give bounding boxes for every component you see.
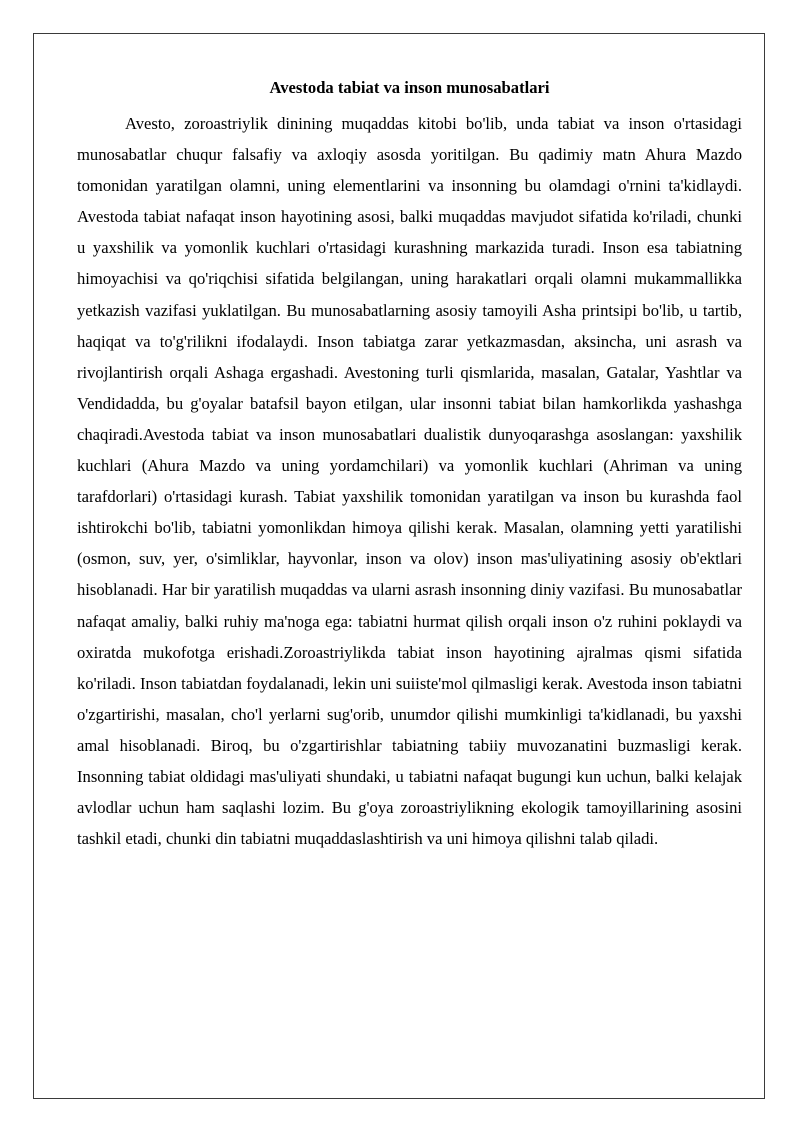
document-title: Avestoda tabiat va inson munosabatlari — [269, 78, 550, 97]
body-paragraph: Avesto, zoroastriylik dinining muqaddas kitobi bo'lib, unda tabiat va inson o'rtasidagi munosabatlar chuqur falsafiy va axloqiy asosda yoritilgan. Bu qadimiy matn Ahura Mazdo tomonidan yaratilgan olamni, uning elementlarini va insonning bu olamdagi o'rnini ta'kidlaydi. Avestoda tabiat nafaqat inson hayotining asosi, balki muqaddas mavjudot sifatida ko'riladi, chunki u yaxshilik va yomonlik kuchlari o'rtasidagi kurashning markazida turadi. Inson esa tabiatning himoyachisi va qo'riqchisi sifatida belgilangan, uning harakatlari orqali olamni mukammallikka yetkazish vazifasi yuklatilgan. Bu munosabatlarning asosiy tamoyili Asha printsipi bo'lib, u tartib, haqiqat va to'g'rilikni ifodalaydi. Inson tabiatga zarar yetkazmasdan, aksincha, uni asrash va rivojlantirish orqali Ashaga ergashadi. Avestoning turli qismlarida, masalan, Gatalar, Yashtlar va Vendidadda, bu g'oyalar batafsil bayon etilgan, ular insonni tabiat bilan hamkorlikda yashashga chaqiradi.Avestoda tabiat va inson munosabatlari dualistik dunyoqarashga asoslangan: yaxshilik kuchlari (Ahura Mazdo va uning yordamchilari) va yomonlik kuchlari (Ahriman va uning tarafdorlari) o'rtasidagi kurash. Tabiat yaxshilik tomonidan yaratilgan va inson bu kurashda faol ishtirokchi bo'lib, tabiatni yomonlikdan himoya qilishi kerak. Masalan, olamning yetti yaratilishi (osmon, suv, yer, o'simliklar, hayvonlar, inson va olov) inson mas'uliyatining asosiy ob'ektlari hisoblanadi. Har bir yaratilish muqaddas va ularni asrash insonning diniy vazifasi. Bu munosabatlar nafaqat amaliy, balki ruhiy ma'noga ega: tabiatni hurmat qilish orqali inson o'z ruhini poklaydi va oxiratda mukofotga erishadi.Zoroastriylikda tabiat inson hayotining ajralmas qismi sifatida ko'riladi. Inson tabiatdan foydalanadi, lekin uni suiiste'mol qilmasligi kerak. Avestoda inson tabiatni o'zgartirishi, masalan, cho'l yerlarni sug'orib, unumdor qilishi mumkinligi ta'kidlanadi, bu yaxshi amal hisoblanadi. Biroq, bu o'zgartirishlar tabiatning tabiiy muvozanatini buzmasligi kerak. Insonning tabiat oldidagi mas'uliyati shundaki, u tabiatni nafaqat bugungi kun uchun, balki kelajak avlodlar uchun ham saqlashi lozim. Bu g'oya zoroastriylikning ekologik tamoyillarining asosini tashkil etadi, chunki din tabiatni muqaddaslashtirish va uni himoya qilishni talab qiladi. — [77, 114, 742, 849]
document-body — [77, 76, 742, 854]
